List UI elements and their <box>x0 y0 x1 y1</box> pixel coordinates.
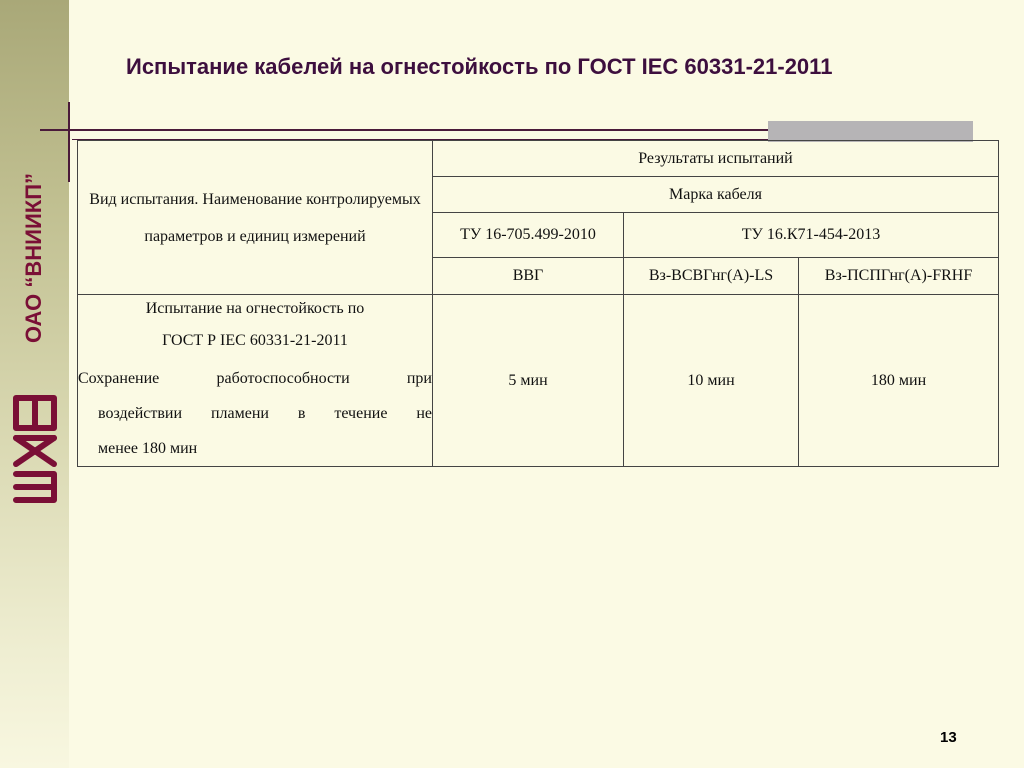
cable-brand-3: Вз-ПСПГнг(А)-FRHF <box>799 258 999 295</box>
spec-header-1: ТУ 16-705.499-2010 <box>433 213 624 258</box>
test-title-line-1: Испытание на огнестойкость по <box>145 300 365 317</box>
slide-title: Испытание кабелей на огнестойкость по ГОСТ IEC 60331-21-2011 <box>126 54 833 79</box>
cable-brand-2: Вз-ВСВГнг(А)-LS <box>624 258 799 295</box>
results-table <box>77 140 999 467</box>
decorative-grey-bar <box>768 121 973 142</box>
parameter-header: Вид испытания. Наименование контролируемых параметров и единиц измерений <box>78 141 433 295</box>
results-header: Результаты испытаний <box>433 141 999 177</box>
organization-name: ОАО “ВНИИКП” <box>21 172 46 344</box>
decorative-vertical-line <box>68 102 70 182</box>
cable-brand-header: Марка кабеля <box>433 177 999 213</box>
page-number: 13 <box>940 729 957 746</box>
spec-header-2: ТУ 16.К71-454-2013 <box>624 213 999 258</box>
cable-brand-1: ВВГ <box>433 258 624 295</box>
test-description-cell <box>78 295 433 467</box>
result-value-3: 180 мин <box>799 295 999 467</box>
result-value-2: 10 мин <box>624 295 799 467</box>
test-criterion: Сохранение работоспособности при воздействии пламени в течение не менее 180 мин <box>78 370 432 457</box>
test-title-line-2: ГОСТ Р IEC 60331-21-2011 <box>162 332 348 349</box>
sidebar <box>0 0 69 768</box>
result-value-1: 5 мин <box>433 295 624 467</box>
company-logo <box>10 388 60 506</box>
